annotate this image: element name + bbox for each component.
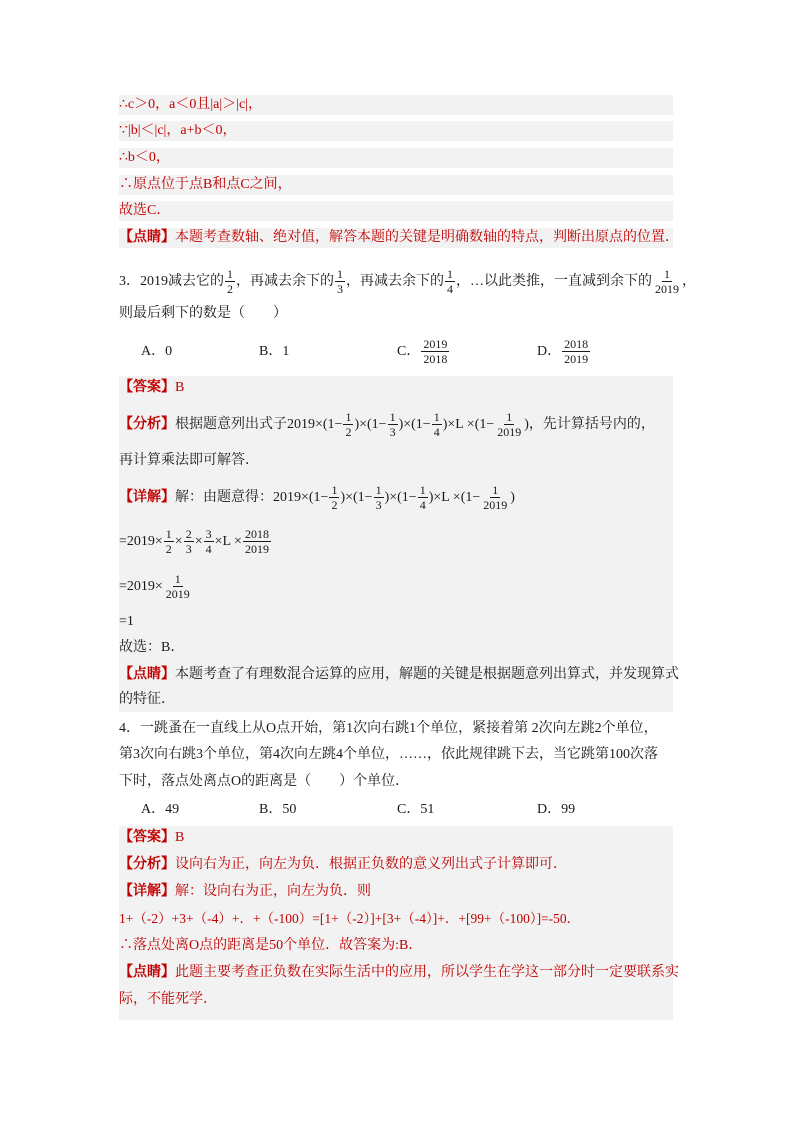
answer-q3: 【答案】B	[119, 380, 185, 395]
detail-q3-step-3: =1	[119, 614, 134, 629]
option-a: A．0	[141, 344, 173, 359]
solution-line-5: 故选C．	[119, 201, 673, 221]
solution-line-3: ∴b＜0，	[119, 148, 673, 168]
fraction: $\frac{1}{2}$	[227, 267, 233, 297]
solution-line-1: ∴c＞0，a＜0且|a|＞|c|，	[119, 95, 673, 115]
option-d: D． $\frac{2018}{2019}$	[537, 337, 589, 367]
dianjing-q4: 【点睛】此题主要考查正负数在实际生活中的应用，所以学生在学这一部分时一定要联系实	[119, 965, 679, 980]
question-4-line-2: 第3次向右跳3个单位，第4次向左跳4个单位，……，依此规律跳下去，当它跳第100次落	[119, 747, 658, 762]
choice-q3: 故选：B．	[119, 640, 185, 655]
detail-q3-step-2: =2019× $\frac{1}{2019}$	[119, 572, 190, 602]
option-b: B．1	[259, 344, 290, 359]
answer-q4: 【答案】B	[119, 830, 185, 845]
detail-q3: 【详解】解：由题意得：2019×(1− $\frac{1}{2}$ )×(1− $\frac{1}{3}$ )×(1− $\frac{1}{4}$ )×L ×(1− $\frac{1}{2019}$ )	[119, 483, 515, 513]
fraction: $\frac{1}{2019}$	[655, 267, 679, 297]
question-3-line-1: 3．2019减去它的 $\frac{1}{2}$ ，再减去余下的 $\frac{1}{3}$ ，再减去余下的 $\frac{1}{4}$ ，…以此类推，一直减到余下的 $\frac{1}{2019}$ ，	[119, 267, 696, 297]
option-c: C．51	[397, 802, 435, 817]
analysis-q3: 【分析】根据题意列出式子2019×(1− $\frac{1}{2}$ )×(1− $\frac{1}{3}$ )×(1− $\frac{1}{4}$ )×L ×(1− $\frac{1}{2019}$ )，先计算括号内的，	[119, 410, 655, 440]
conclusion-q4: ∴落点处离O点的距离是50个单位．故答案为:B．	[119, 938, 423, 953]
dianjing-q3: 【点睛】本题考查了有理数混合运算的应用，解题的关键是根据题意列出算式，并发现算式	[119, 667, 679, 682]
question-3-line-2: 则最后剩下的数是（ ）	[119, 306, 287, 321]
dianjing-q4-line-2: 际，不能死学．	[119, 992, 217, 1007]
question-4-line-3: 下时，落点处离点O的距离是（ ）个单位．	[119, 774, 410, 789]
analysis-q4: 【分析】设向右为正，向左为负．根据正负数的意义列出式子计算即可．	[119, 857, 567, 872]
question-4-line-1: 4．一跳蚤在一直线上从O点开始，第1次向右跳1个单位，紧接着第 2次向左跳2个单位，	[119, 721, 658, 736]
detail-q4: 【详解】解：设向右为正，向左为负．则	[119, 884, 371, 899]
option-a: A．49	[141, 802, 180, 817]
solution-line-2: ∵|b|＜|c|，a+b＜0，	[119, 121, 673, 141]
fraction: $\frac{1}{4}$	[447, 267, 453, 297]
option-b: B．50	[259, 802, 297, 817]
analysis-q3-line-2: 再计算乘法即可解答．	[119, 453, 259, 468]
fraction: $\frac{1}{3}$	[337, 267, 343, 297]
calculation-q4: 1+（-2）+3+（-4）+．+（-100）=[1+（-2）]+[3+（-4）]+．+[99+（-100）]=-50．	[119, 911, 581, 926]
dianjing-q3-line-2: 的特征．	[119, 692, 175, 707]
dianjing-note-top: 【点睛】本题考查数轴、绝对值，解答本题的关键是明确数轴的特点，判断出原点的位置．	[119, 228, 673, 248]
detail-q3-step-1: =2019× $\frac{1}{2}$ × $\frac{2}{3}$ × $\frac{3}{4}$ ×L × $\frac{2018}{2019}$	[119, 527, 269, 557]
option-d: D．99	[537, 802, 576, 817]
option-c: C． $\frac{2019}{2018}$	[397, 337, 448, 367]
solution-line-4: ∴原点位于点B和点C之间，	[119, 175, 673, 195]
